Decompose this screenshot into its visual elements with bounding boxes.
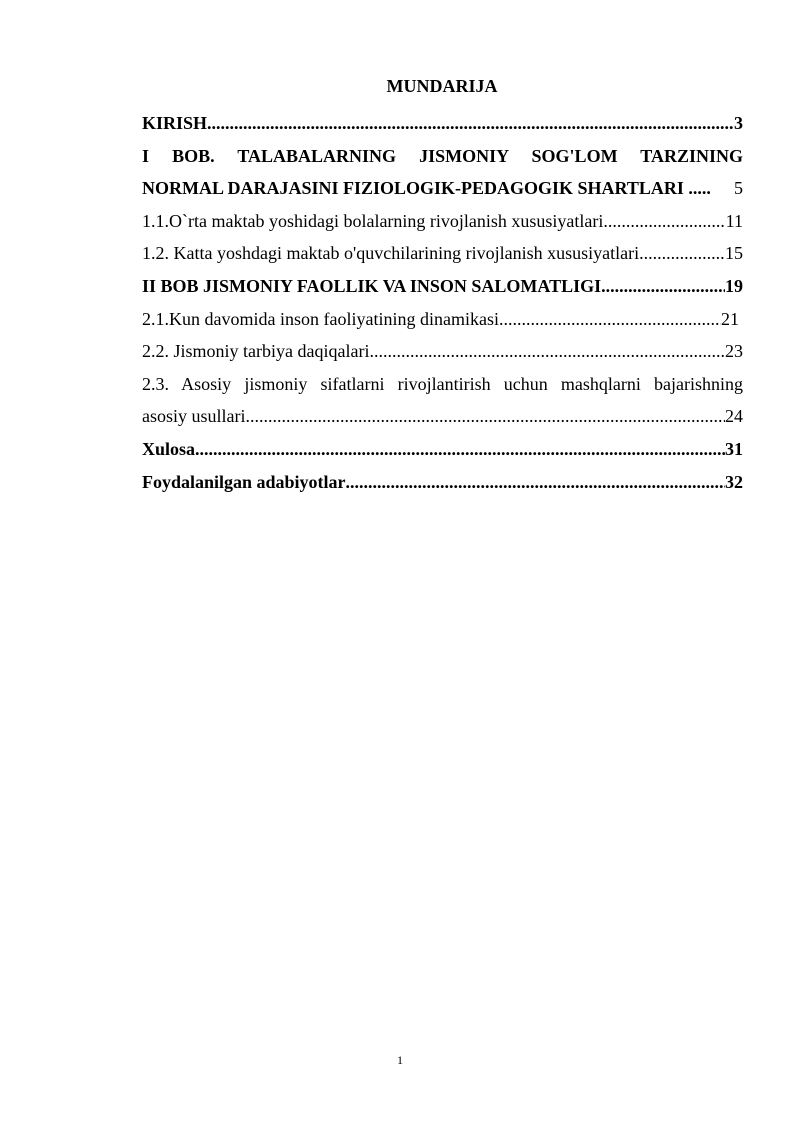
toc-leader-dots (601, 270, 725, 303)
toc-entry-text: II BOB JISMONIY FAOLLIK VA INSON SALOMATLIGI (142, 275, 602, 296)
toc-entry-text: NORMAL DARAJASINI FIZIOLOGIK-PEDAGOGIK SHARTLARI ..... (142, 178, 711, 199)
toc-entry-text: 1.1.O`rta maktab yoshidagi bolalarning rivojlanish xususiyatlari (142, 210, 604, 231)
toc-leader-dots (639, 237, 725, 270)
toc-entry-adabiyot[interactable] (142, 466, 743, 499)
toc-entry-page: 15 (725, 243, 743, 264)
toc-entry-text: Xulosa (142, 438, 196, 459)
toc-entry-text: 2.1.Kun davomida inson faoliyatining dinamikasi (142, 308, 499, 329)
toc-entry-text: 1.2. Katta yoshdagi maktab o'quvchilarining rivojlanish xususiyatlari (142, 243, 640, 264)
toc-entry-page: 5 (734, 178, 743, 199)
toc-title: MUNDARIJA (386, 76, 498, 96)
toc-leader-dots (207, 107, 734, 140)
toc-entry-page: 11 (725, 210, 743, 231)
toc-entry-2-1[interactable] (142, 303, 743, 336)
toc-entry-bob1-line1[interactable]: I BOB. TALABALARNING JISMONIY SOG'LOM TARZINING (142, 145, 743, 166)
toc-entry-page: 31 (725, 438, 743, 459)
toc-entry-bob1-line2[interactable] (142, 172, 743, 205)
toc-entry-xulosa[interactable] (142, 433, 743, 466)
toc-entry-text: asosiy usullari (142, 406, 246, 427)
toc-entry-text: KIRISH (142, 113, 208, 133)
toc-entry-bob2[interactable] (142, 270, 743, 303)
page-number: 1 (397, 1053, 403, 1067)
toc-entry-page: 24 (725, 406, 743, 427)
toc-entry-kirish[interactable] (142, 107, 743, 140)
table-of-contents (142, 107, 743, 498)
toc-leader-dots (369, 335, 725, 368)
toc-leader-dots (246, 400, 726, 433)
toc-entry-text: Foydalanilgan adabiyotlar (142, 471, 346, 492)
toc-entry-page: 3 (734, 113, 743, 133)
toc-leader-dots (603, 205, 725, 238)
toc-entry-page: 19 (725, 275, 743, 296)
toc-leader-dots (195, 433, 725, 466)
toc-entry-2-3-line2[interactable] (142, 400, 743, 433)
toc-entry-1-1[interactable] (142, 205, 743, 238)
toc-leader-dots (346, 466, 725, 499)
toc-entry-page: 32 (725, 471, 743, 492)
toc-entry-1-2[interactable] (142, 237, 743, 270)
toc-entry-text: 2.2. Jismoniy tarbiya daqiqalari (142, 341, 370, 362)
toc-leader-dots (499, 303, 721, 336)
toc-entry-2-2[interactable] (142, 335, 743, 368)
toc-entry-2-3-line1[interactable]: 2.3. Asosiy jismoniy sifatlarni rivojlantirish uchun mashqlarni bajarishning (142, 373, 743, 394)
toc-entry-page: 23 (725, 341, 743, 362)
toc-entry-page: 21 (721, 308, 739, 329)
